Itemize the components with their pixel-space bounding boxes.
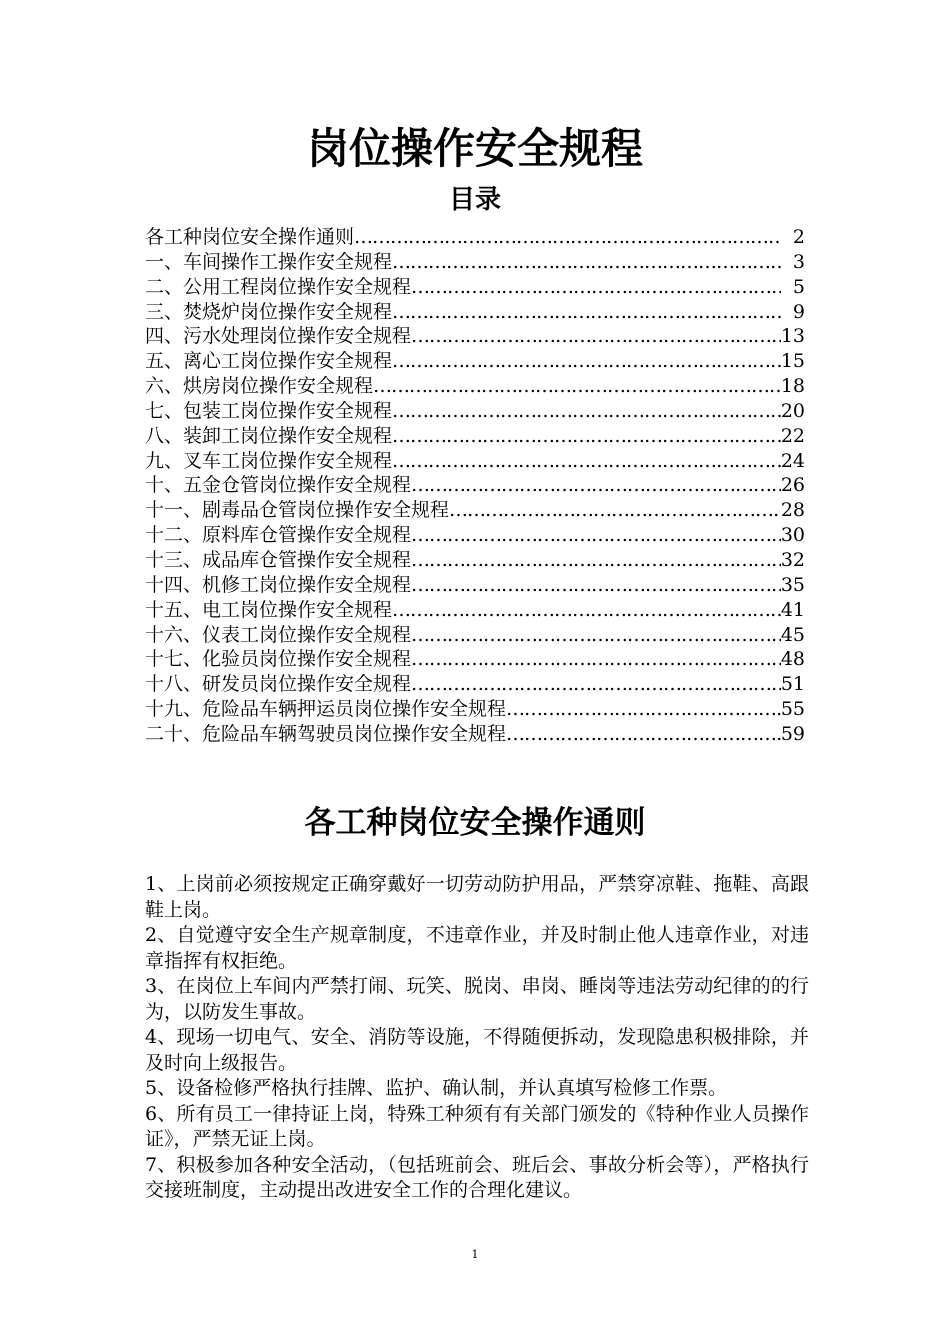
toc-entry[interactable]	[145, 697, 805, 722]
table-of-contents	[145, 225, 805, 747]
toc-entry-label: 各工种岗位安全操作通则	[145, 226, 355, 248]
toc-entry-label: 五、离心工岗位操作安全规程	[145, 350, 393, 373]
toc-entry-label: 一、车间操作工操作安全规程	[145, 250, 393, 273]
toc-entry-page: 32	[780, 548, 805, 571]
toc-entry[interactable]	[145, 573, 805, 598]
toc-leader-dots	[354, 225, 781, 250]
toc-leader-dots	[411, 324, 781, 349]
toc-entry[interactable]	[145, 250, 805, 275]
toc-entry[interactable]	[145, 300, 805, 325]
toc-leader-dots	[411, 473, 781, 498]
toc-entry[interactable]	[145, 424, 805, 449]
document-title: 岗位操作安全规程	[306, 124, 643, 173]
toc-entry[interactable]	[145, 647, 805, 672]
toc-entry-page: 30	[780, 524, 805, 547]
toc-entry-label: 八、装卸工岗位操作安全规程	[145, 424, 393, 447]
toc-leader-dots	[449, 498, 781, 523]
toc-entry[interactable]	[145, 672, 805, 697]
rule-item: 1、上岗前必须按规定正确穿戴好一切劳动防护用品，严禁穿凉鞋、拖鞋、高跟鞋上岗。	[145, 873, 809, 921]
toc-leader-dots	[411, 523, 781, 548]
toc-entry-label: 十八、研发员岗位操作安全规程	[145, 673, 412, 696]
toc-entry-page: 15	[780, 350, 805, 373]
toc-entry[interactable]	[145, 275, 805, 300]
toc-entry[interactable]	[145, 225, 805, 250]
toc-leader-dots	[411, 275, 781, 300]
toc-entry[interactable]	[145, 548, 805, 573]
toc-entry-label: 二、公用工程岗位操作安全规程	[145, 275, 412, 298]
toc-entry-page: 45	[780, 623, 805, 646]
toc-entry[interactable]	[145, 722, 805, 747]
toc-leader-dots	[506, 697, 781, 722]
toc-entry-page: 59	[780, 722, 805, 745]
toc-entry-page: 41	[780, 598, 805, 621]
toc-entry-label: 十二、原料库仓管操作安全规程	[145, 524, 412, 547]
toc-entry[interactable]	[145, 324, 805, 349]
rule-item: 7、积极参加各种安全活动，（包括班前会、班后会、事故分析会等），严格执行交接班制度，主动提出改进安全工作的合理化建议。	[145, 1153, 809, 1201]
toc-entry-label: 九、叉车工岗位操作安全规程	[145, 449, 393, 472]
toc-entry-label: 四、污水处理岗位操作安全规程	[145, 325, 412, 348]
toc-entry-page: 48	[780, 648, 805, 671]
toc-entry-page: 9	[792, 300, 805, 323]
toc-entry-label: 十、五金仓管岗位操作安全规程	[145, 474, 412, 497]
rule-item: 2、自觉遵守安全生产规章制度，不违章作业，并及时制止他人违章作业，对违章指挥有权拒绝。	[145, 924, 809, 972]
rule-item: 6、所有员工一律持证上岗，特殊工种须有有关部门颁发的《特种作业人员操作证》，严禁无证上岗。	[145, 1102, 809, 1150]
toc-entry-label: 三、焚烧炉岗位操作安全规程	[145, 300, 393, 323]
toc-leader-dots	[392, 300, 781, 325]
toc-entry[interactable]	[145, 449, 805, 474]
toc-entry-label: 十六、仪表工岗位操作安全规程	[145, 623, 412, 646]
rule-item: 3、在岗位上车间内严禁打闹、玩笑、脱岗、串岗、睡岗等违法劳动纪律的的行为，以防发生事故。	[145, 975, 809, 1023]
toc-entry-label: 十五、电工岗位操作安全规程	[145, 598, 393, 621]
toc-entry-page: 3	[792, 250, 805, 273]
toc-leader-dots	[392, 598, 781, 623]
section-title: 各工种岗位安全操作通则	[304, 805, 646, 841]
toc-entry-page: 22	[780, 424, 805, 447]
toc-entry-label: 十一、剧毒品仓管岗位操作安全规程	[145, 499, 450, 522]
toc-entry-label: 六、烘房岗位操作安全规程	[145, 375, 374, 398]
toc-entry-page: 20	[780, 399, 805, 422]
toc-entry-page: 2	[792, 226, 805, 248]
toc-leader-dots	[392, 250, 781, 275]
toc-entry-label: 二十、危险品车辆驾驶员岗位操作安全规程	[145, 722, 507, 745]
rules-list	[145, 872, 809, 1204]
toc-entry-page: 5	[792, 275, 805, 298]
toc-entry[interactable]	[145, 399, 805, 424]
toc-leader-dots	[411, 647, 781, 672]
toc-entry-page: 24	[780, 449, 805, 472]
toc-entry-page: 51	[780, 673, 805, 696]
toc-heading: 目录	[448, 185, 501, 215]
toc-leader-dots	[392, 349, 781, 374]
toc-leader-dots	[373, 374, 781, 399]
toc-entry-page: 13	[780, 325, 805, 348]
toc-entry-page: 55	[780, 698, 805, 721]
rule-item: 4、现场一切电气、安全、消防等设施，不得随便拆动，发现隐患积极排除，并及时向上级报告。	[145, 1026, 809, 1074]
toc-entry-label: 十四、机修工岗位操作安全规程	[145, 573, 412, 596]
toc-entry[interactable]	[145, 473, 805, 498]
toc-leader-dots	[392, 399, 781, 424]
toc-entry-page: 18	[780, 375, 805, 398]
toc-leader-dots	[506, 722, 781, 747]
toc-entry[interactable]	[145, 523, 805, 548]
toc-leader-dots	[411, 623, 781, 648]
toc-entry[interactable]	[145, 349, 805, 374]
toc-entry-label: 七、包装工岗位操作安全规程	[145, 399, 393, 422]
toc-leader-dots	[392, 449, 781, 474]
toc-leader-dots	[392, 424, 781, 449]
rule-item: 5、设备检修严格执行挂牌、监护、确认制，并认真填写检修工作票。	[145, 1077, 728, 1099]
toc-entry-page: 28	[780, 499, 805, 522]
toc-entry-label: 十七、化验员岗位操作安全规程	[145, 648, 412, 671]
toc-entry[interactable]	[145, 498, 805, 523]
page-number: 1	[471, 1248, 479, 1261]
toc-entry[interactable]	[145, 598, 805, 623]
toc-entry[interactable]	[145, 374, 805, 399]
toc-entry[interactable]	[145, 623, 805, 648]
toc-entry-label: 十三、成品库仓管操作安全规程	[145, 548, 412, 571]
toc-entry-page: 26	[780, 474, 805, 497]
toc-leader-dots	[411, 548, 781, 573]
toc-leader-dots	[411, 573, 781, 598]
toc-entry-label: 十九、危险品车辆押运员岗位操作安全规程	[145, 698, 507, 721]
toc-entry-page: 35	[780, 573, 805, 596]
toc-leader-dots	[411, 672, 781, 697]
